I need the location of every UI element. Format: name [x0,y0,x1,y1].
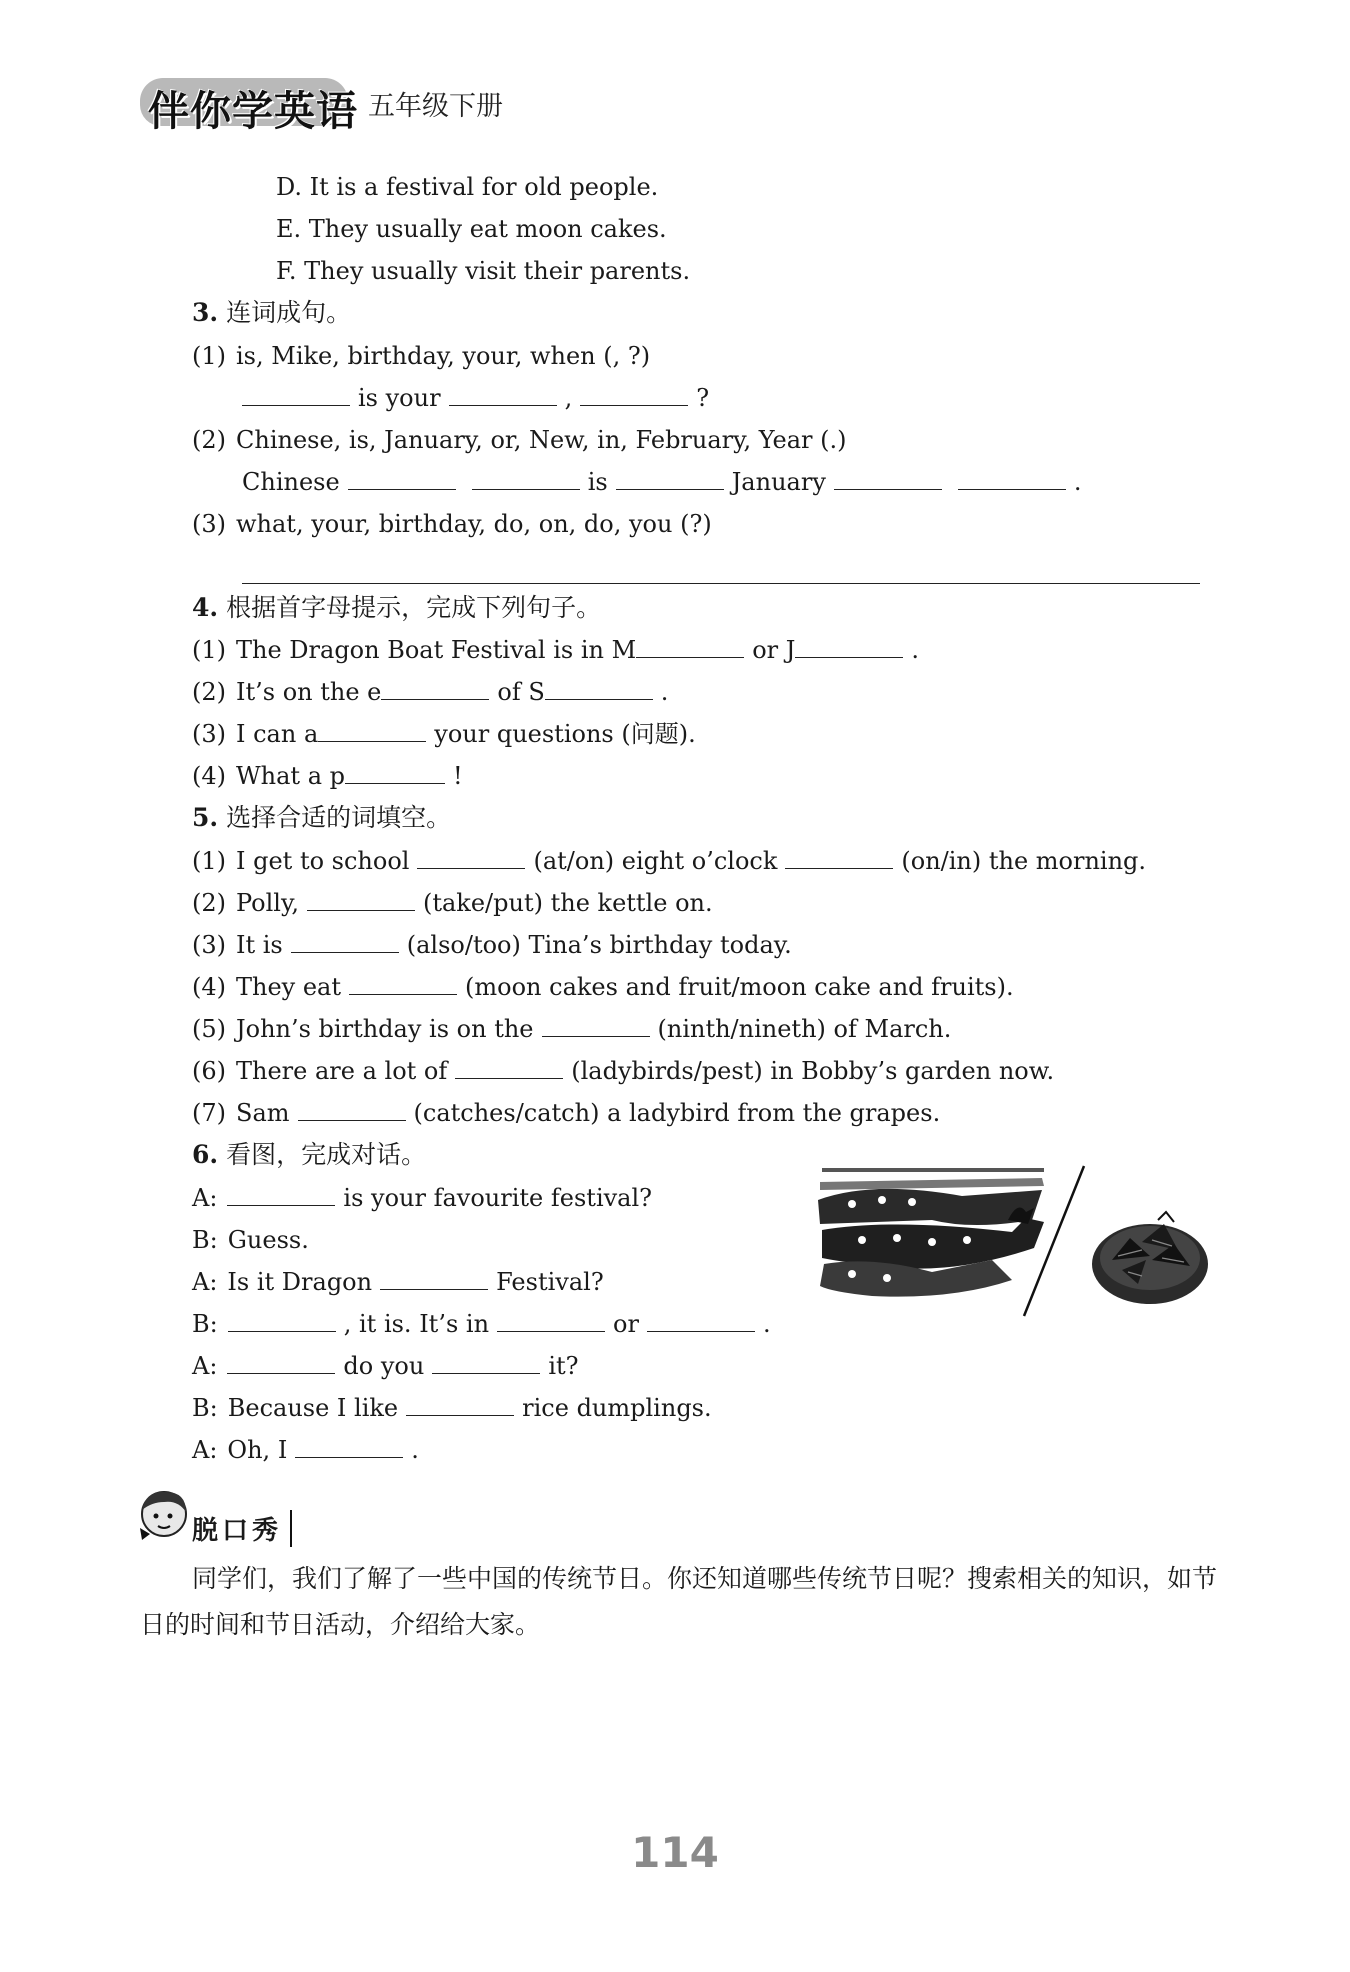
question-text: (catches/catch) a ladybird from the grapes. [413,1099,941,1127]
question-text: (also/too) Tina’s birthday today. [406,931,792,959]
answer-blank[interactable] [307,888,415,911]
dialogue-line-7 [192,1434,419,1466]
question-text: (at/on) eight o’clock [533,847,778,875]
answer-blank[interactable] [580,383,688,406]
section-title: 连词成句。 [226,298,352,327]
section-number: 5. [192,803,219,832]
section-3-heading [192,297,351,329]
option-d: D. It is a festival for old people. [276,173,659,201]
dialogue-line-5 [192,1350,579,1382]
answer-blank[interactable] [291,930,399,953]
answer-blank[interactable] [497,1309,605,1332]
answer-blank[interactable] [545,677,653,700]
question-number: (2) [192,426,226,454]
talk-show-text: 同学们，我们了解了一些中国的传统节日。你还知道哪些传统节日呢？搜索相关的知识，如节日的时间和节日活动，介绍给大家。 [140,1564,1218,1639]
s3-q1-prompt [192,340,650,372]
answer-text: ? [696,384,710,412]
answer-blank[interactable] [542,1014,650,1037]
dragon-boat-icon [818,1168,1044,1297]
answer-blank[interactable] [647,1309,755,1332]
speaker: B: [192,1310,218,1338]
question-text: It is [236,931,283,959]
cartoon-girl-icon [134,1484,194,1544]
dialogue-text: Festival? [496,1268,604,1296]
answer-blank[interactable] [785,846,893,869]
question-text: or J [752,636,796,664]
answer-blank[interactable] [417,846,525,869]
question-text: (ladybirds/pest) in Bobby’s garden now. [571,1057,1055,1085]
answer-blank[interactable] [449,383,557,406]
section-title: 根据首字母提示，完成下列句子。 [226,593,602,622]
answer-blank[interactable] [348,467,456,490]
page-header [140,72,560,135]
dialogue-text: . [411,1436,419,1464]
answer-blank[interactable] [432,1351,540,1374]
answer-text: , [564,384,573,412]
question-number: (1) [192,847,226,875]
answer-text: is [587,468,608,496]
answer-text: Chinese [242,468,340,496]
question-prompt: Chinese, is, January, or, New, in, February, Year (.) [236,426,847,454]
question-text: (on/in) the morning. [901,847,1147,875]
answer-blank[interactable] [381,677,489,700]
question-number: (5) [192,1015,226,1043]
answer-blank[interactable] [242,383,350,406]
answer-blank[interactable] [295,1435,403,1458]
s4-q3 [192,718,696,750]
answer-blank[interactable] [958,467,1066,490]
section-number: 3. [192,298,219,327]
question-text: I can a [236,720,319,748]
question-text: (ninth/nineth) of March. [657,1015,952,1043]
question-number: (3) [192,931,226,959]
dialogue-line-3 [192,1266,604,1298]
answer-text: . [1073,468,1082,496]
answer-blank[interactable] [406,1393,514,1416]
speaker: A: [192,1184,218,1212]
dialogue-text: , it is. It’s in [343,1310,490,1338]
section-6-heading [192,1139,426,1171]
answer-blank[interactable] [455,1056,563,1079]
s5-q2 [192,887,713,919]
question-number: (4) [192,973,226,1001]
question-number: (1) [192,342,226,370]
question-text: ! [453,762,463,790]
question-text: They eat [236,973,342,1001]
s5-q6 [192,1055,1054,1087]
question-text: . [911,636,920,664]
section-number: 4. [192,593,219,622]
question-number: (4) [192,762,226,790]
section-title: 选择合适的词填空。 [226,803,452,832]
dialogue-text: Because I like [227,1394,399,1422]
dialogue-text: do you [343,1352,425,1380]
option-e: E. They usually eat moon cakes. [276,215,667,243]
section-4-heading [192,592,601,624]
question-text: Sam [236,1099,290,1127]
question-text: Polly, [236,889,299,917]
s5-q4 [192,971,1014,1003]
s4-q4 [192,760,463,792]
answer-blank[interactable] [227,1351,335,1374]
dialogue-text: or [613,1310,639,1338]
book-subtitle: 五年级下册 [368,91,503,122]
dialogue-text: it? [548,1352,579,1380]
answer-blank[interactable] [636,635,744,658]
speaker: A: [192,1268,218,1296]
dialogue-text: is your favourite festival? [343,1184,653,1212]
question-number: (3) [192,720,226,748]
answer-blank[interactable] [472,467,580,490]
question-text: What a p [236,762,346,790]
dialogue-text: Is it Dragon [227,1268,373,1296]
s5-q5 [192,1013,951,1045]
question-text: of S [497,678,545,706]
dialogue-line-2 [192,1224,309,1256]
speaker: A: [192,1436,218,1464]
answer-text: is your [358,384,441,412]
section-number: 6. [192,1140,219,1169]
answer-blank[interactable] [298,1098,406,1121]
question-text: (moon cakes and fruit/moon cake and fruits). [465,973,1014,1001]
s4-q2 [192,676,668,708]
question-prompt: what, your, birthday, do, on, do, you (?) [236,510,712,538]
dialogue-text: rice dumplings. [522,1394,712,1422]
speaker: A: [192,1352,218,1380]
question-number: (1) [192,636,226,664]
dialogue-text: . [762,1310,771,1338]
question-text: I get to school [236,847,410,875]
dialogue-line-6 [192,1392,712,1424]
question-text: There are a lot of [236,1057,448,1085]
answer-text: January [731,468,826,496]
question-text: (take/put) the kettle on. [422,889,713,917]
dialogue-text: Guess. [227,1226,309,1254]
question-text: your questions (问题). [434,720,696,748]
speaker: B: [192,1226,218,1254]
s5-q3 [192,929,792,961]
question-number: (3) [192,510,226,538]
answer-blank[interactable] [228,1309,336,1332]
answer-blank[interactable] [318,719,426,742]
question-number: (2) [192,678,226,706]
page-number: 114 [631,1828,719,1877]
answer-blank[interactable] [616,467,724,490]
s3-q1-answer [242,382,709,414]
answer-blank[interactable] [380,1267,488,1290]
book-title: 伴你学英语 [148,87,358,135]
answer-blank[interactable] [349,972,457,995]
answer-blank[interactable] [795,635,903,658]
s3-q2-answer [242,466,1082,498]
s5-q7 [192,1097,940,1129]
answer-blank[interactable] [345,761,445,784]
s5-q1 [192,845,1146,877]
question-text: . [660,678,669,706]
speaker: B: [192,1394,218,1422]
question-text: The Dragon Boat Festival is in M [236,636,637,664]
dialogue-line-4 [192,1308,771,1340]
dragon-boat-and-dumplings-illustration [812,1160,1212,1320]
question-number: (7) [192,1099,226,1127]
question-number: (6) [192,1057,226,1085]
dialogue-text: Oh, I [227,1436,288,1464]
s3-q2-prompt [192,424,847,456]
talk-show-title: 脱口秀 [192,1510,292,1547]
s3-q3-prompt [192,508,712,540]
section-title: 看图，完成对话。 [226,1140,427,1169]
question-number: (2) [192,889,226,917]
section-5-heading [192,802,451,834]
s3-q3-answer-line[interactable] [242,583,1200,584]
rice-dumplings-icon [1092,1212,1208,1304]
answer-blank[interactable] [834,467,942,490]
answer-blank[interactable] [227,1183,335,1206]
question-text: It’s on the e [236,678,382,706]
s4-q1 [192,634,919,666]
option-f: F. They usually visit their parents. [276,257,691,285]
question-text: John’s birthday is on the [236,1015,534,1043]
question-prompt: is, Mike, birthday, your, when (, ?) [236,342,651,370]
dialogue-line-1 [192,1182,652,1214]
